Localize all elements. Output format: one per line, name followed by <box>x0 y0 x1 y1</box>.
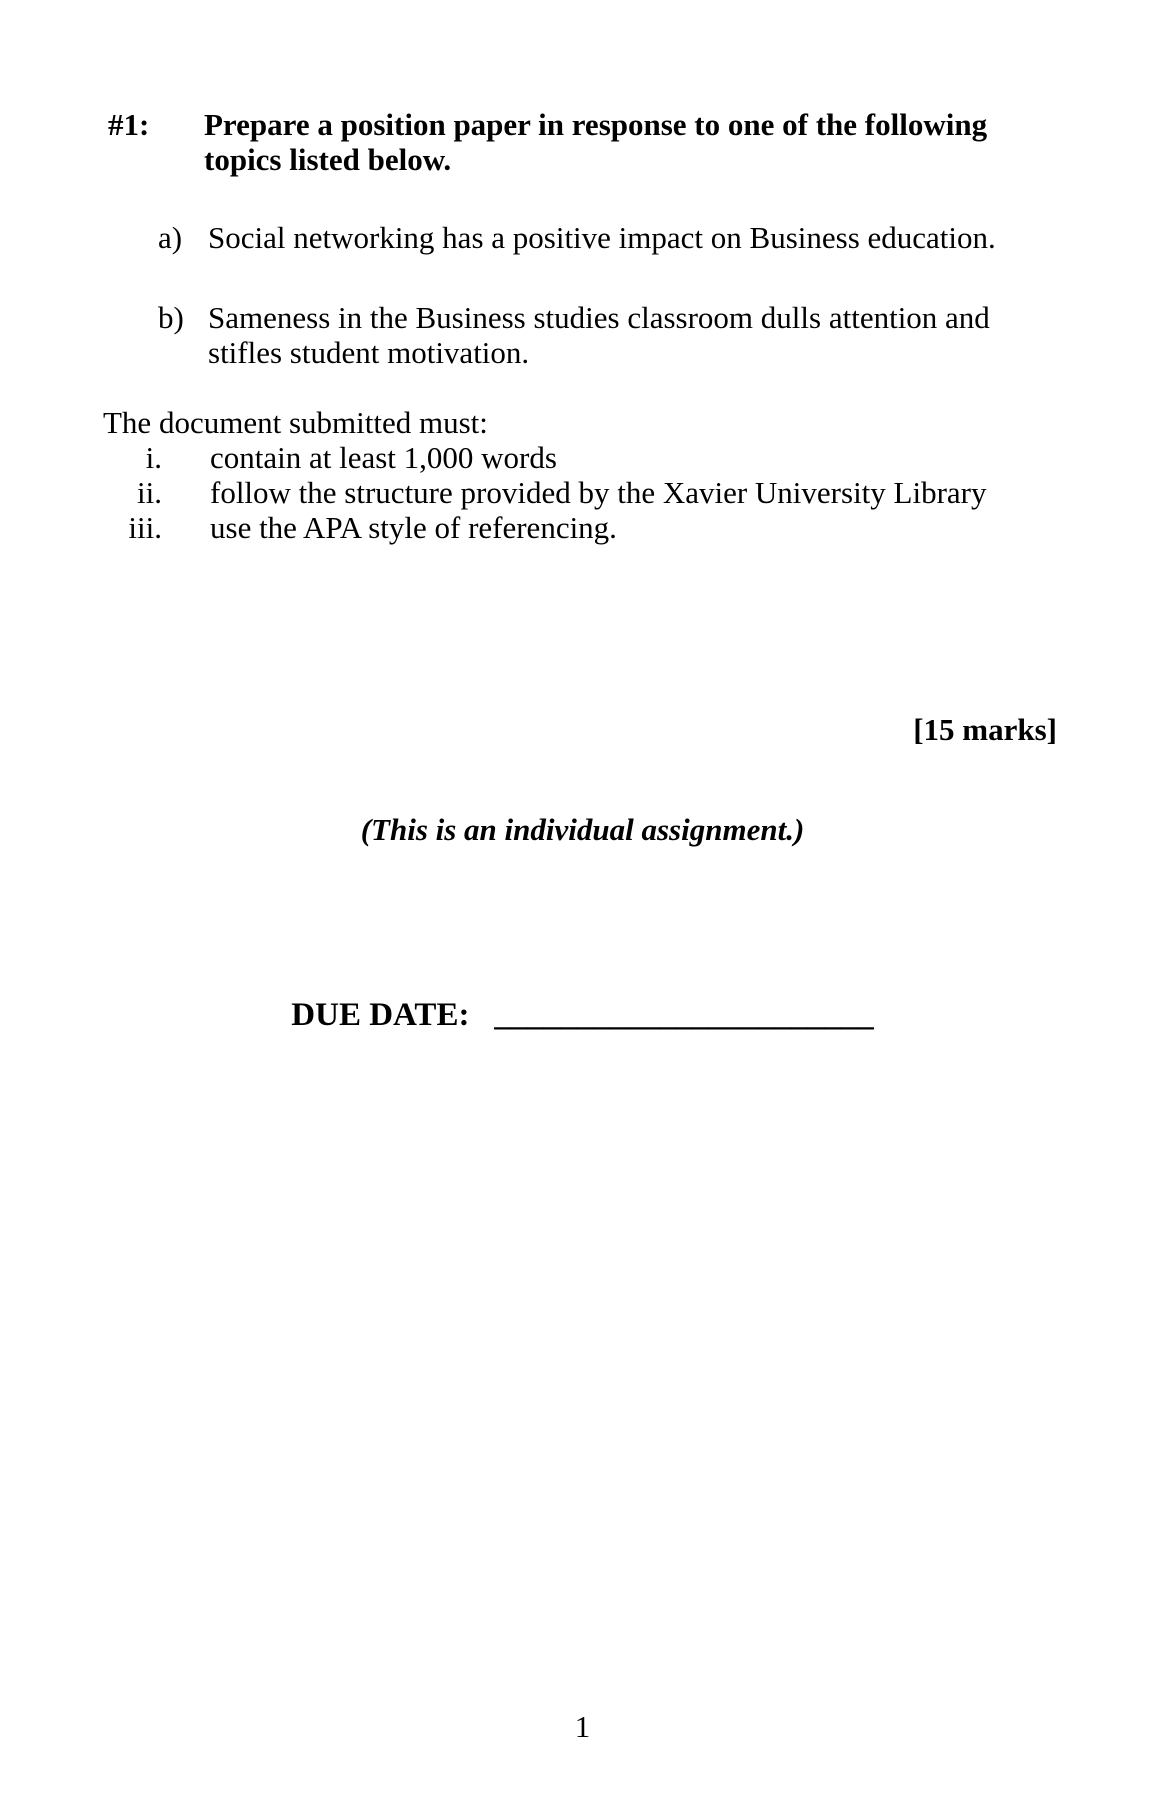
individual-assignment-note-text: (This is an individual assignment.) <box>360 812 805 847</box>
topic-b-marker: b) <box>158 300 184 335</box>
topic-b-text-line2: stifles student motivation. <box>208 335 530 370</box>
topic-a-marker: a) <box>158 220 183 255</box>
requirement-iii-marker: iii. <box>128 510 162 545</box>
individual-assignment-note <box>0 812 1165 847</box>
marks-value: [15 marks] <box>913 712 1057 747</box>
assignment-title-line1: Prepare a position paper in response to one of the following <box>204 107 988 142</box>
marks-line <box>0 712 1165 747</box>
requirement-i-marker: i. <box>145 440 162 475</box>
requirement-ii-text: follow the structure provided by the Xavier University Library <box>210 475 987 510</box>
page-number-line <box>0 1709 1165 1744</box>
due-date-spacer <box>478 997 486 1033</box>
topic-a-text: Social networking has a positive impact on Business education. <box>208 220 996 255</box>
requirement-i-text: contain at least 1,000 words <box>210 440 557 475</box>
requirement-iii-text: use the APA style of referencing. <box>210 510 617 545</box>
assignment-title-line2: topics listed below. <box>204 142 452 177</box>
assignment-number-label: #1: <box>108 107 150 142</box>
page-number: 1 <box>574 1709 591 1744</box>
due-date-blank-field: _______________________ <box>494 997 874 1033</box>
topic-b-text-line1: Sameness in the Business studies classroom dulls attention and <box>208 300 990 335</box>
requirements-intro-text: The document submitted must: <box>103 405 488 440</box>
due-date-label: DUE DATE: <box>291 997 470 1033</box>
due-date-line <box>0 996 1165 1034</box>
requirement-ii-marker: ii. <box>137 475 162 510</box>
